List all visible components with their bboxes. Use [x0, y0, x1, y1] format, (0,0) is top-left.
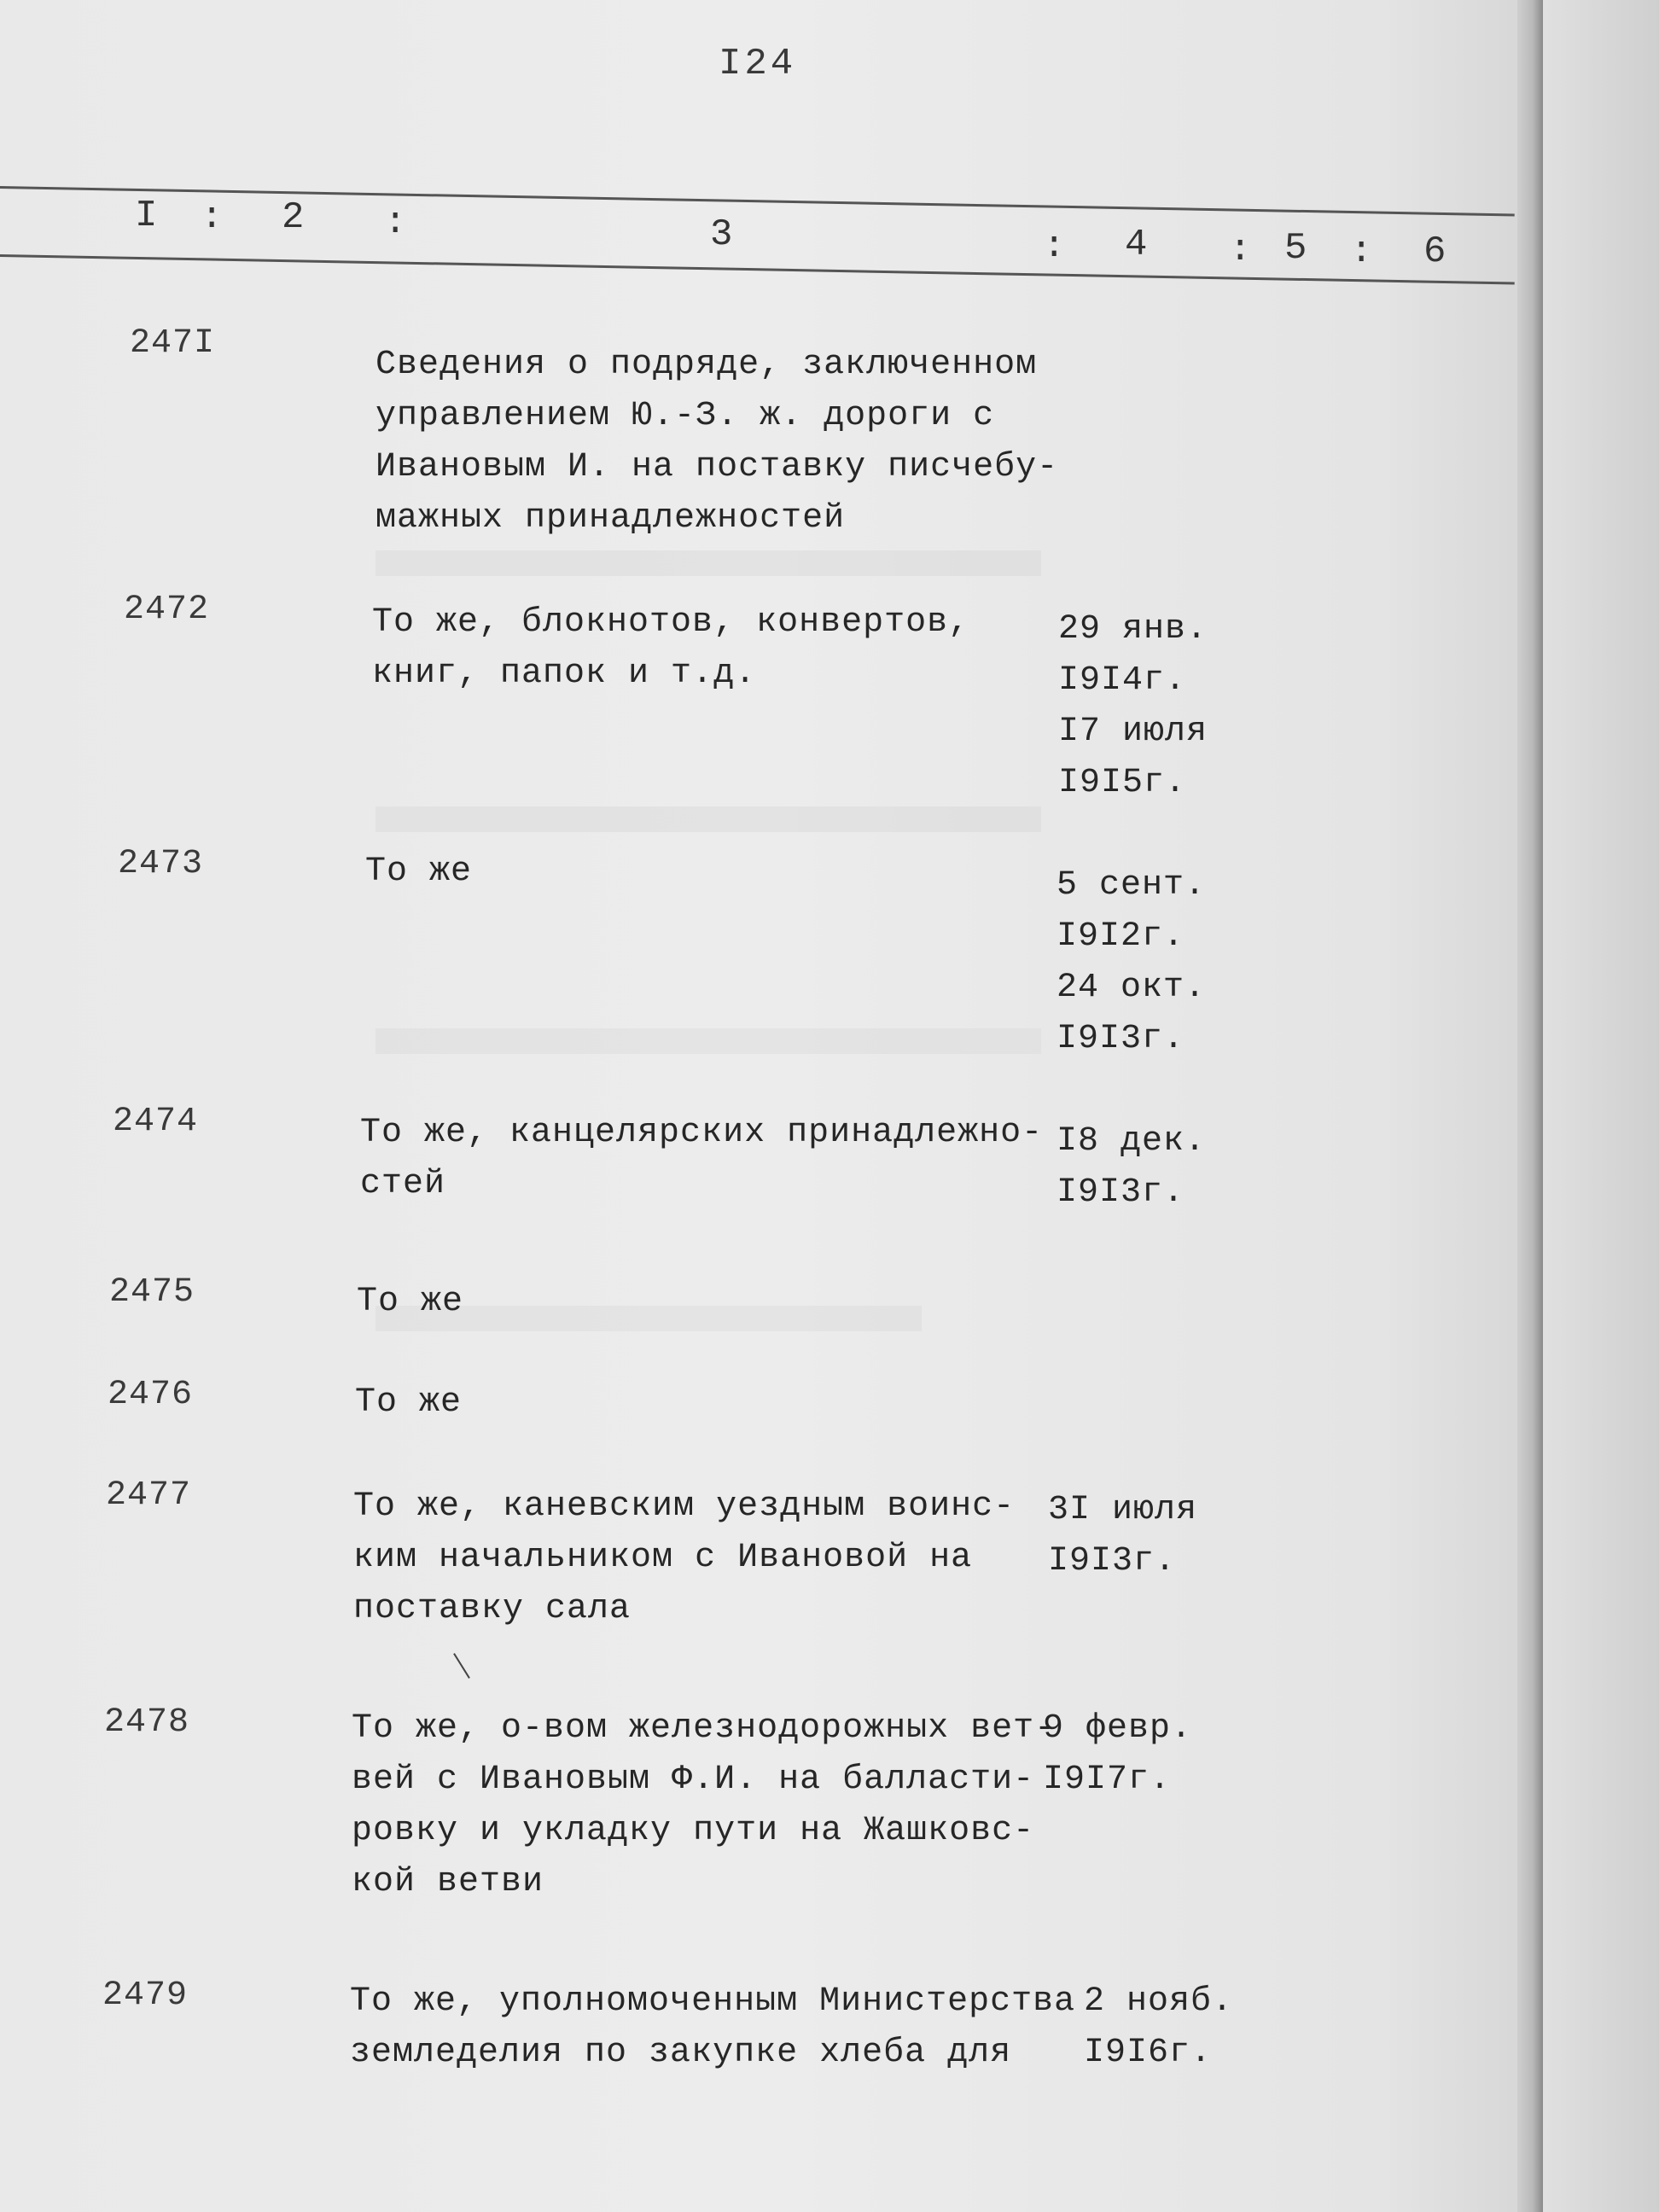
column-separator: :	[201, 196, 224, 239]
entry-description: То же, канцелярских принадлежно- стей	[360, 1114, 1044, 1203]
entry-date: 9 февр. I9I7г.	[1043, 1709, 1193, 1799]
entry-description: То же, блокнотов, конвертов, книг, папок и т.д.	[372, 603, 970, 693]
entry-number: 2478	[104, 1703, 190, 1742]
column-2-label: 2	[282, 196, 305, 239]
entry-date: 2 нояб. I9I6г.	[1084, 1982, 1234, 2072]
entry-date: 5 сент. I9I2г. 24 окт. I9I3г.	[1057, 866, 1207, 1058]
column-6-label: 6	[1423, 230, 1447, 273]
entry-number: 2477	[106, 1476, 192, 1515]
entry-number: 247I	[130, 324, 216, 363]
column-5-label: 5	[1284, 227, 1307, 270]
entry-description: То же	[365, 853, 473, 891]
entry-number: 2476	[108, 1376, 194, 1414]
entry-number: 2474	[113, 1103, 199, 1141]
column-separator: :	[384, 201, 407, 244]
entry-number: 2475	[109, 1273, 195, 1312]
entry-date: I8 дек. I9I3г.	[1057, 1122, 1207, 1212]
entry-description: Сведения о подряде, заключенном управлением Ю.-З. ж. дороги с Ивановым И. на поставку писчебу- мажных принадлежностей	[375, 346, 1059, 538]
column-separator: :	[1350, 230, 1373, 273]
column-separator: :	[1043, 225, 1066, 268]
next-page-strip	[1543, 0, 1659, 2212]
entry-description: То же, уполномоченным Министерства земледелия по закупке хлеба для	[350, 1982, 1076, 2072]
entry-date: 29 янв. I9I4г. I7 июля I9I5г.	[1058, 610, 1208, 802]
bleed-through-shade	[375, 550, 1041, 576]
page-number: I24	[719, 43, 797, 85]
pen-mark	[453, 1653, 470, 1679]
header-top-rule	[0, 186, 1515, 217]
page-edge-shadow	[1517, 0, 1543, 2212]
bleed-through-shade	[375, 1028, 1041, 1054]
column-3-label: 3	[710, 213, 733, 256]
entry-number: 2473	[118, 845, 204, 883]
bleed-through-shade	[375, 806, 1041, 832]
entry-description: То же	[357, 1283, 464, 1321]
entry-description: То же, о-вом железнодорожных вет- вей с Ивановым Ф.И. на балласти- ровку и укладку пути на Жашковс- кой ветви	[352, 1709, 1057, 1901]
entry-date: 3I июля I9I3г.	[1048, 1491, 1198, 1580]
column-1-label: I	[135, 195, 158, 237]
entry-number: 2472	[124, 591, 210, 629]
entry-description: То же	[355, 1383, 463, 1422]
entry-number: 2479	[102, 1976, 189, 2015]
column-separator: :	[1229, 229, 1252, 271]
column-4-label: 4	[1125, 224, 1148, 266]
entry-description: То же, каневским уездным воинс- ким начальником с Ивановой на поставку сала	[353, 1487, 1016, 1628]
